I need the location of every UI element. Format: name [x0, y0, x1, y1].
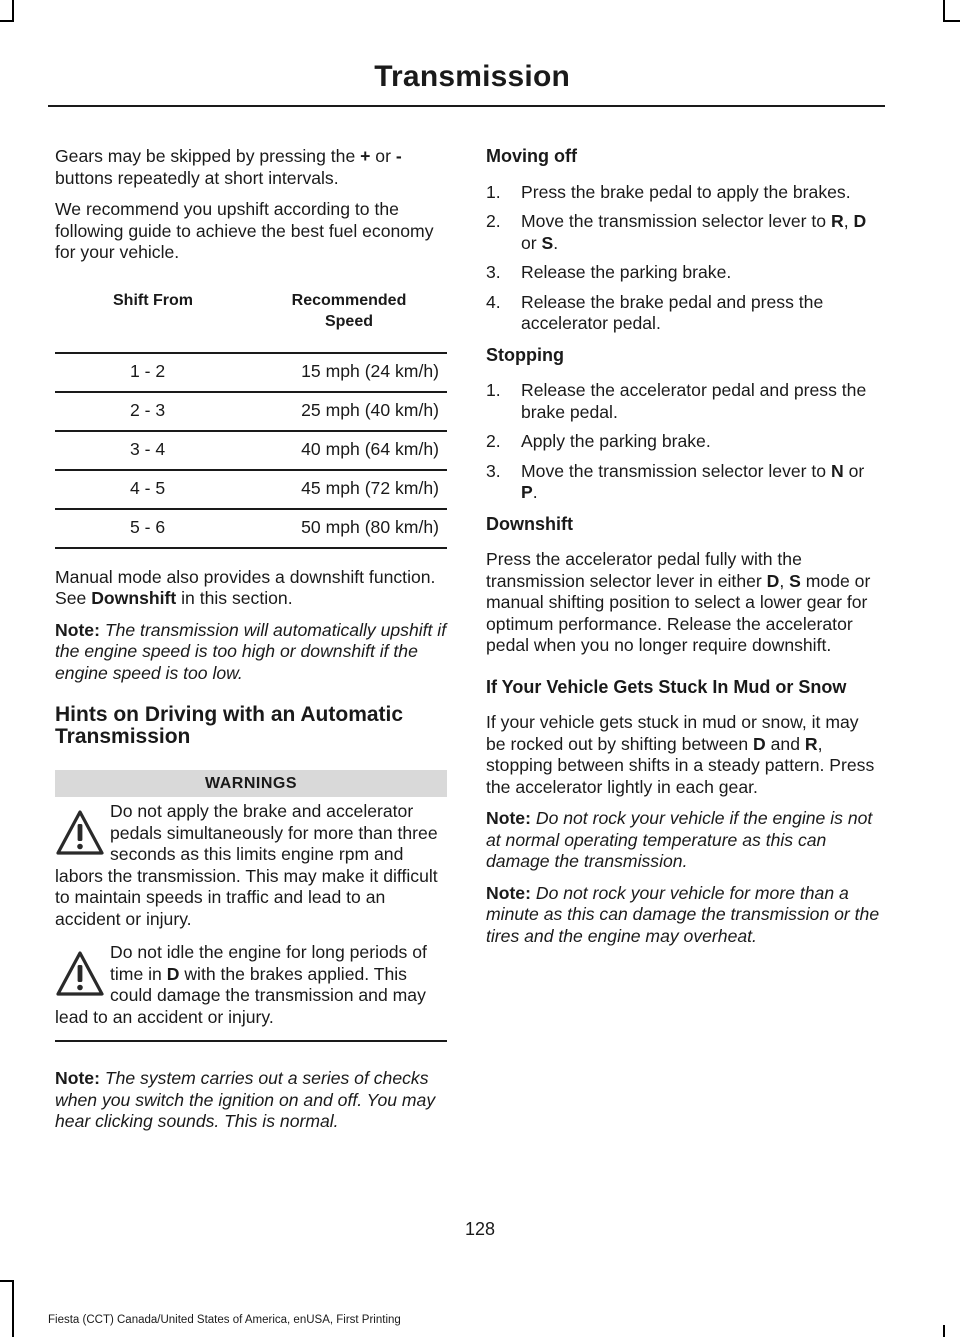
note-system-checks: Note: The system carries out a series of checks when you switch the ignition on and off. You may hear clicking sounds. This is normal.	[55, 1068, 436, 1131]
crop-mark	[12, 1280, 14, 1337]
warning-item: Do not idle the engine for long periods of time in D with the brakes applied. This could damage the transmission and may lead to an accident or injury.	[55, 942, 427, 1027]
paragraph-upshift-guide: We recommend you upshift according to the following guide to achieve the best fuel economy for your vehicle.	[55, 199, 434, 262]
table-row	[55, 392, 447, 431]
shift-from-cell: 4 - 5	[55, 470, 251, 509]
speed-cell: 50 mph (80 km/h)	[251, 509, 447, 548]
page-number: 128	[464, 1219, 496, 1239]
minus-button-label: -	[395, 146, 402, 166]
list-item: 4. Release the brake pedal and press the accelerator pedal.	[486, 291, 824, 333]
note-rock-temperature: Note: Do not rock your vehicle if the engine is not at normal operating temperature as this can damage the transmission.	[486, 808, 873, 871]
shift-from-cell: 2 - 3	[55, 392, 251, 431]
heading-stuck-mud-snow: If Your Vehicle Gets Stuck In Mud or Snow	[486, 676, 847, 697]
list-item: 3. Move the transmission selector lever to N or P.	[486, 460, 865, 502]
warning-item: Do not apply the brake and accelerator pedals simultaneously for more than three seconds as this limits engine rpm and labors the transmission. This may make it difficult to maintain speeds in traffic and lead to an accident or injury.	[55, 801, 438, 929]
table-row	[55, 470, 447, 509]
crop-mark	[943, 1325, 945, 1337]
paragraph-downshift: Press the accelerator pedal fully with the transmission selector lever in either D, S mode or manual shifting position to select a lower gear for optimum performance. Release the accelerator pedal when you no longer require downshift.	[486, 549, 871, 655]
downshift-reference: Downshift	[91, 588, 177, 608]
page-title: Transmission	[374, 60, 570, 93]
heading-downshift: Downshift	[486, 513, 573, 534]
table-row	[55, 509, 447, 548]
moving-off-steps	[486, 182, 880, 335]
table-row	[55, 431, 447, 470]
warning-triangle-icon	[55, 809, 105, 857]
crop-mark	[0, 20, 14, 22]
paragraph-gears-skip: Gears may be skipped by pressing the + or - buttons repeatedly at short intervals.	[55, 146, 402, 188]
note-auto-upshift: Note: The transmission will automatically upshift if the engine speed is too high or downshift if the engine speed is too low.	[55, 619, 447, 683]
table-row	[55, 353, 447, 392]
list-item: 3. Release the parking brake.	[486, 262, 732, 282]
left-column	[55, 146, 447, 1143]
plus-button-label: +	[360, 146, 371, 166]
list-item: 1. Press the brake pedal to apply the brakes.	[486, 181, 851, 202]
shift-from-cell: 5 - 6	[55, 509, 251, 548]
right-column	[486, 146, 880, 957]
list-item: 2. Move the transmission selector lever to R, D or S.	[486, 211, 867, 253]
speed-cell: 25 mph (40 km/h)	[251, 392, 447, 431]
shift-speed-table	[55, 286, 447, 549]
list-item: 2. Apply the parking brake.	[486, 431, 711, 451]
section-heading-hints: Hints on Driving with an Automatic Transmission	[55, 703, 404, 748]
header-rule	[48, 105, 885, 107]
crop-mark	[943, 0, 945, 20]
note-rock-duration: Note: Do not rock your vehicle for more than a minute as this can damage the transmission or the tires and the engine may overheat.	[486, 882, 880, 946]
crop-mark	[943, 20, 960, 22]
crop-mark	[12, 0, 14, 20]
speed-cell: 45 mph (72 km/h)	[251, 470, 447, 509]
paragraph-manual-mode: Manual mode also provides a downshift function. See Downshift in this section.	[55, 566, 436, 608]
heading-moving-off: Moving off	[486, 146, 577, 166]
warnings-title: WARNINGS	[55, 770, 447, 797]
stopping-steps	[486, 380, 880, 504]
warnings-end-rule	[55, 1040, 447, 1042]
speed-cell: 15 mph (24 km/h)	[251, 353, 447, 392]
column-header-recommended-speed: Recommended Speed	[251, 286, 447, 353]
speed-cell: 40 mph (64 km/h)	[251, 431, 447, 470]
column-header-shift-from: Shift From	[55, 286, 251, 353]
list-item: 1. Release the accelerator pedal and press the brake pedal.	[486, 380, 867, 422]
heading-stopping: Stopping	[486, 344, 564, 365]
shift-from-cell: 1 - 2	[55, 353, 251, 392]
shift-from-cell: 3 - 4	[55, 431, 251, 470]
paragraph-stuck: If your vehicle gets stuck in mud or snow, it may be rocked out by shifting between D and R, stopping between shifts in a steady pattern. Press the accelerator lightly in each gear.	[486, 712, 875, 797]
table-header-row	[55, 286, 447, 353]
crop-mark	[0, 1280, 14, 1282]
print-info-footer: Fiesta (CCT) Canada/United States of America, enUSA, First Printing	[48, 1314, 401, 1326]
warning-triangle-icon	[55, 950, 105, 998]
